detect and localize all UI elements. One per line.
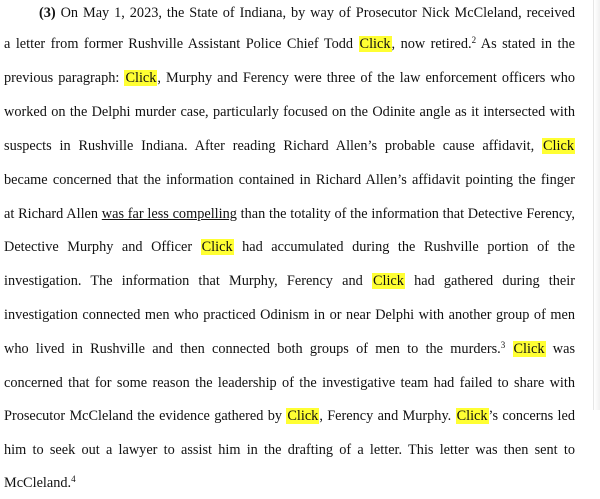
- text-segment: previous paragraph:: [4, 70, 125, 86]
- text-segment: , now retired.: [391, 36, 472, 52]
- text-segment: worked on the Delphi murder case, particularly focused on the Odinite angle as it intersected with: [4, 104, 575, 120]
- text-line-5: [4, 133, 575, 159]
- text-line-10: [4, 302, 575, 328]
- text-segment: Detective Murphy and Officer: [4, 239, 201, 255]
- highlighted-name: Click: [543, 138, 574, 154]
- text-segment: As stated in the: [476, 36, 575, 52]
- footnote-marker: 3: [500, 340, 506, 350]
- text-segment: McCleland.: [4, 475, 72, 491]
- text-line-12: [4, 370, 575, 396]
- highlighted-name: Click: [201, 239, 233, 255]
- text-line-13: [4, 403, 575, 429]
- text-segment: was: [545, 341, 575, 357]
- highlighted-name: Click: [513, 341, 545, 357]
- text-segment: ’s concerns led: [488, 408, 575, 424]
- text-line-6: [4, 167, 575, 193]
- text-segment: became concerned that the information contained in Richard Allen’s affidavit pointing the finger: [4, 172, 575, 188]
- footnote-marker: 2: [471, 35, 477, 45]
- highlighted-name: Click: [287, 408, 319, 424]
- highlighted-name: Click: [125, 70, 157, 86]
- footnote-marker: 4: [71, 474, 76, 484]
- text-segment: investigation. The information that Murphy, Ferency and: [4, 273, 372, 289]
- text-segment: concerned that for some reason the leadership of the investigative team had failed to share with: [4, 375, 575, 391]
- text-segment: who lived in Rushville and then connected both groups of men to the murders.: [4, 341, 501, 357]
- highlighted-name: Click: [359, 36, 391, 52]
- text-line-3: [4, 65, 575, 91]
- highlighted-name: Click: [372, 273, 404, 289]
- text-segment: at Richard Allen: [4, 206, 102, 222]
- page-edge-shadow: [593, 0, 600, 410]
- text-line-1: [39, 0, 575, 26]
- text-segment: [505, 341, 512, 357]
- text-line-11: [4, 336, 575, 362]
- text-line-8: [4, 234, 575, 260]
- underlined-phrase: was far less compelling: [101, 206, 237, 222]
- text-line-7: [4, 201, 575, 227]
- text-segment: him to seek out a lawyer to assist him in the drafting of a letter. This letter was then sent to: [4, 442, 575, 458]
- text-segment: had gathered during their: [404, 273, 575, 289]
- text-segment: suspects in Rushville Indiana. After reading Richard Allen’s probable cause affidavit,: [4, 138, 543, 154]
- highlighted-name: Click: [456, 408, 488, 424]
- text-segment: investigation connected men who practiced Odinism in or near Delphi with another group of men: [4, 307, 575, 323]
- line-segments: [56, 5, 575, 21]
- text-line-14: [4, 437, 575, 463]
- text-segment: Prosecutor McCleland the evidence gathered by: [4, 408, 287, 424]
- text-line-4: [4, 99, 575, 125]
- text-line-9: [4, 268, 575, 294]
- text-line-15: [4, 470, 575, 496]
- text-segment: a letter from former Rushville Assistant Police Chief Todd: [4, 36, 359, 52]
- text-line-2: [4, 31, 575, 57]
- text-segment: had accumulated during the Rushville portion of the: [233, 239, 575, 255]
- text-segment: On May 1, 2023, the State of Indiana, by way of Prosecutor Nick McCleland, received: [55, 5, 575, 21]
- text-segment: than the totality of the information that Detective Ferency,: [236, 206, 575, 222]
- text-segment: , Ferency and Murphy.: [319, 408, 456, 424]
- text-segment: , Murphy and Ferency were three of the law enforcement officers who: [157, 70, 575, 86]
- paragraph-number: (3): [39, 5, 56, 21]
